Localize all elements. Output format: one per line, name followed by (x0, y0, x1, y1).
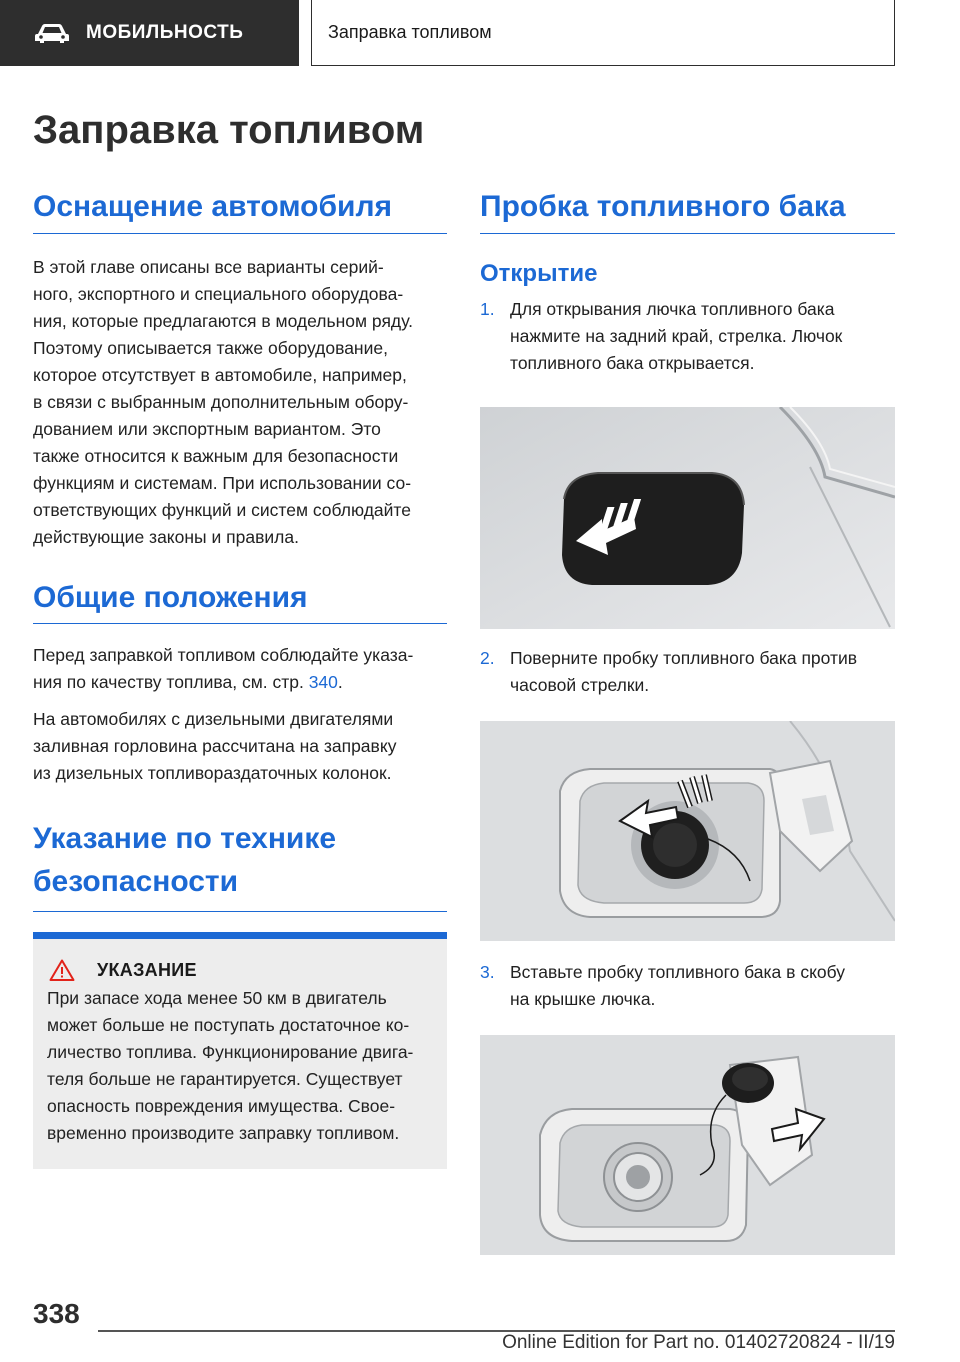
fuel-flap-photo (480, 407, 895, 629)
warning-triangle-icon (49, 959, 75, 981)
warning-box (33, 932, 447, 1169)
step-number: 1. (480, 299, 495, 320)
footer-edition: Online Edition for Part no. 01402720824 - II/19 (502, 1332, 895, 1353)
left-column (33, 190, 447, 1169)
car-icon (34, 22, 70, 44)
step-number: 2. (480, 648, 495, 669)
right-column (480, 190, 895, 1255)
general-paragraph-2: На автомобилях с дизельными двигателями заливная горловина рассчитана на заправку из дизельных топливораздаточных колонок. (33, 709, 397, 783)
header-chapter-box (311, 0, 895, 66)
warning-text: При запасе хода менее 50 км в двигатель может больше не поступать достаточное ко- личество топлива. Функционирование двига- теля больше не гарантируется. Существует опасность повреждения имущества. Свое- временно производите заправку топливом. (47, 988, 414, 1143)
general-heading: Общие положения (33, 581, 447, 625)
warning-header (47, 959, 433, 981)
fuel-cap-turn-photo (480, 721, 895, 941)
step-text: Вставьте пробку топливного бака в скобу на крышке лючка. (510, 962, 846, 1010)
equipment-heading: Оснащение автомобиля (33, 190, 447, 234)
header-section-tab (0, 0, 299, 66)
step-item (480, 645, 895, 699)
fuel-cap-stowed-photo (480, 1035, 895, 1255)
step-item (480, 296, 895, 377)
steps-list (480, 296, 895, 377)
step-number: 3. (480, 962, 495, 983)
page-reference-link[interactable]: 340 (308, 672, 338, 692)
page-number: 338 (33, 1298, 80, 1329)
safety-heading: Указание по технике безопасности (33, 817, 447, 912)
header-section-label: МОБИЛЬНОСТЬ (86, 22, 244, 43)
equipment-paragraph: В этой главе описаны все варианты серий- ного, экспортного и специального оборудова- ния, которые предлагаются в модельном ряду. Поэтому описывается также оборудование, которое отсутствует в автомобиле, например, в связи с выбранным дополнительным обору- дованием или экспортным вариантом. Это также относится к важным для безопасности функциям и системам. При использовании со- ответствующих функций и систем соблюдайте действующие законы и правила. (33, 256, 413, 547)
general-paragraph-1: Перед заправкой топливом соблюдайте указа- ния по качеству топлива, см. стр. 340. (33, 645, 414, 692)
warning-title: УКАЗАНИЕ (97, 959, 197, 980)
step-item (480, 959, 895, 1013)
page-title: Заправка топливом (33, 108, 425, 152)
opening-subheading: Открытие (480, 259, 598, 287)
header-chapter-label: Заправка топливом (328, 22, 492, 42)
fuel-cap-heading: Пробка топливного бака (480, 190, 895, 234)
steps-list-3 (480, 959, 895, 1013)
step-text: Поверните пробку топливного бака против часовой стрелки. (510, 648, 858, 696)
step-text: Для открывания лючка топливного бака нажмите на задний край, стрелка. Лючок топливного бака открывается. (510, 299, 843, 374)
steps-list-2 (480, 645, 895, 699)
